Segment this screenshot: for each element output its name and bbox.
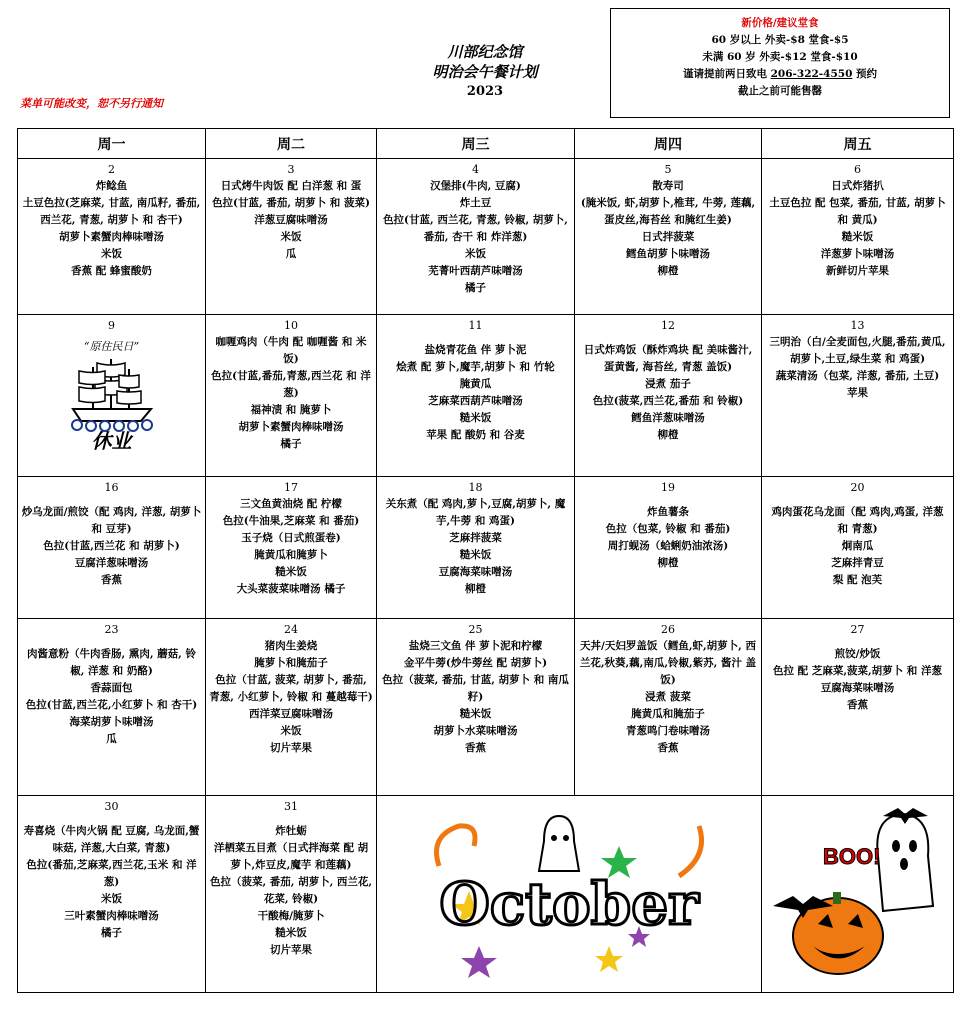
day-number: 2 bbox=[108, 163, 115, 176]
price-box bbox=[610, 8, 950, 118]
menu-item: 柳橙 bbox=[657, 429, 679, 441]
menu-item: 香蕉 bbox=[657, 742, 679, 754]
menu-item: (腌米饭, 虾,胡萝卜,椎茸, 牛蒡, 莲藕,蛋皮丝,海苔丝 和腌红生姜) bbox=[580, 197, 756, 226]
menu-item: 瓜 bbox=[285, 248, 297, 260]
day-cell bbox=[377, 159, 575, 315]
day-number: 26 bbox=[661, 623, 675, 636]
week-row bbox=[18, 159, 954, 315]
day-cell bbox=[762, 619, 954, 796]
day-number: 25 bbox=[468, 623, 483, 636]
menu-item: 汉堡排(牛肉, 豆腐) bbox=[430, 180, 521, 192]
day-number: 27 bbox=[850, 623, 865, 636]
menu-item: 色拉(菠菜,西兰花,番茄 和 铃椒) bbox=[592, 395, 744, 407]
menu-item: 鳕鱼胡萝卜味噌汤 bbox=[626, 248, 710, 260]
day-cell bbox=[18, 159, 206, 315]
day-cell bbox=[762, 159, 954, 315]
october-decoration bbox=[377, 796, 762, 993]
menu-item: 三叶素蟹肉棒味噌汤 bbox=[64, 910, 159, 922]
menu-item: 胡萝卜水菜味噌汤 bbox=[433, 725, 518, 737]
menu-item: 肉酱意粉（牛肉香肠, 熏肉, 蘑菇, 铃椒, 洋葱 和 奶酪) bbox=[27, 648, 196, 677]
menu-item: 煎饺/炒饭 bbox=[834, 648, 881, 660]
day-cell bbox=[762, 315, 954, 477]
menu-item: 西洋菜豆腐味噌汤 bbox=[249, 708, 333, 720]
menu-item: 米饭 bbox=[465, 248, 486, 260]
menu-item: 橘子 bbox=[101, 927, 122, 939]
menu-item: 色拉（包菜, 铃椒 和 番茄) bbox=[605, 523, 731, 535]
menu-item: 色拉 配 芝麻菜,菠菜,胡萝卜 和 洋葱 bbox=[773, 665, 942, 677]
day-number: 5 bbox=[664, 163, 672, 176]
menu-item: 芜菁叶西葫芦味噌汤 bbox=[428, 265, 523, 277]
menu-item: 香蕉 bbox=[101, 574, 122, 586]
menu-item: 糙米饭 bbox=[459, 549, 492, 561]
price-heading: 新价格/建议堂食 bbox=[741, 17, 819, 29]
menu-item: 盐烧三文鱼 伴 萝卜泥和柠檬 bbox=[408, 640, 543, 652]
menu-item: 腌黄瓜和腌萝卜 bbox=[254, 549, 328, 561]
menu-item: 日式炸猪扒 bbox=[831, 180, 884, 192]
menu-item: 盐烧青花鱼 伴 萝卜泥 bbox=[424, 344, 527, 356]
day-number: 9 bbox=[108, 319, 115, 332]
halloween-illustration bbox=[763, 796, 953, 986]
menu-item: 米饭 bbox=[280, 725, 302, 737]
day-number: 18 bbox=[468, 481, 483, 494]
menu-item: 色拉（菠菜, 番茄, 甘蓝, 胡萝卜 和 南瓜籽) bbox=[382, 674, 569, 703]
week-row bbox=[18, 477, 954, 619]
weekday-header: 周五 bbox=[762, 129, 954, 159]
menu-item: 切片苹果 bbox=[270, 742, 312, 754]
menu-item: 色拉(甘蓝,西兰花,小红萝卜 和 杏干) bbox=[25, 699, 198, 711]
menu-item: 腌萝卜和腌茄子 bbox=[254, 657, 328, 669]
menu-item: 芝麻拌菠菜 bbox=[449, 532, 502, 544]
menu-item: 洋栖菜五目煮（日式拌海菜 配 胡萝卜,炸豆皮,魔芋 和莲藕) bbox=[213, 842, 369, 871]
menu-calendar bbox=[17, 128, 954, 993]
menu-item: 烩煮 配 萝卜,魔芋,胡萝卜 和 竹轮 bbox=[396, 361, 555, 373]
menu-item: 苹果 配 酸奶 和 谷麦 bbox=[426, 429, 525, 441]
menu-item: 散寿司 bbox=[652, 180, 684, 192]
menu-item: 芝麻菜西葫芦味噌汤 bbox=[428, 395, 523, 407]
menu-item bbox=[21, 638, 202, 646]
menu-item: 金平牛蒡(炒牛蒡丝 配 胡萝卜) bbox=[403, 657, 548, 669]
menu-item: 米饭 bbox=[280, 231, 302, 243]
menu-item: 切片苹果 bbox=[270, 944, 312, 956]
price-under-60: 未满 60 岁 外卖-$12 堂食-$10 bbox=[702, 51, 858, 63]
menu-change-notice: 菜单可能改变，恕不另行通知 bbox=[20, 98, 163, 110]
title-year: 2023 bbox=[466, 84, 504, 99]
menu-item: 芝麻拌青豆 bbox=[831, 557, 884, 569]
holiday-cell bbox=[18, 315, 206, 477]
menu-item bbox=[21, 815, 202, 823]
menu-item bbox=[578, 496, 758, 504]
menu-item: 色拉（甘蓝, 菠菜, 胡萝卜, 番茄, 青葱, 小红萝卜, 铃椒 和 蔓越莓干) bbox=[209, 674, 373, 703]
menu-item: 洋葱萝卜味噌汤 bbox=[820, 248, 895, 260]
week-row bbox=[18, 619, 954, 796]
menu-item: 炸鲶鱼 bbox=[95, 180, 128, 192]
holiday-name: “原住民日” bbox=[83, 340, 140, 353]
menu-item: 炯南瓜 bbox=[841, 540, 874, 552]
title-line-1: 川部纪念馆 bbox=[447, 43, 523, 61]
menu-item: 米饭 bbox=[101, 248, 122, 260]
menu-item: 色拉(甘蓝,番茄,青葱,西兰花 和 洋葱) bbox=[211, 370, 371, 399]
menu-item: 鳕鱼洋葱味噌汤 bbox=[631, 412, 705, 424]
menu-item: 青葱鸣门卷味噌汤 bbox=[626, 725, 710, 737]
menu-item: 猪肉生姜烧 bbox=[264, 640, 318, 652]
boo-text: BOO! bbox=[822, 844, 880, 869]
weekday-header: 周三 bbox=[377, 129, 575, 159]
day-number: 24 bbox=[284, 623, 298, 636]
menu-item: 色拉(甘蓝,西兰花 和 胡萝卜) bbox=[43, 540, 180, 552]
menu-item: 周打蚬汤（蛤蜊奶油浓汤) bbox=[607, 540, 729, 552]
menu-item: 日式炸鸡饭（酥炸鸡块 配 美味酱汁, 蛋黄酱, 海苔丝, 青葱 盖饭) bbox=[583, 344, 753, 373]
day-cell bbox=[377, 477, 575, 619]
menu-item: 三文鱼黄油烧 配 柠檬 bbox=[240, 498, 342, 510]
menu-item: 糙米饭 bbox=[275, 927, 307, 939]
menu-item: 梨 配 泡芙 bbox=[832, 574, 883, 586]
menu-item: 糙米饭 bbox=[459, 412, 492, 424]
day-cell bbox=[206, 315, 377, 477]
day-cell bbox=[206, 796, 377, 993]
menu-item: 胡萝卜素蟹肉棒味噌汤 bbox=[59, 231, 164, 243]
menu-item bbox=[380, 334, 571, 342]
menu-item: 土豆色拉(芝麻菜, 甘蓝, 南瓜籽, 番茄, 西兰花, 青葱, 胡萝卜 和 杏干) bbox=[22, 197, 201, 226]
day-number: 12 bbox=[661, 319, 675, 332]
day-number: 13 bbox=[850, 319, 865, 332]
price-senior: 60 岁以上 外卖-$8 堂食-$5 bbox=[711, 34, 849, 46]
menu-item: 咖喱鸡肉（牛肉 配 咖喱酱 和 米饭) bbox=[215, 336, 367, 365]
day-cell bbox=[575, 619, 762, 796]
day-number: 31 bbox=[284, 800, 298, 813]
menu-item: 色拉(番茄,芝麻菜,西兰花,玉米 和 洋葱) bbox=[26, 859, 197, 888]
day-cell bbox=[575, 477, 762, 619]
reservation-line bbox=[611, 66, 949, 83]
day-number: 23 bbox=[104, 623, 119, 636]
menu-item: 豆腐海菜味噌汤 bbox=[438, 566, 513, 578]
menu-item: 豆腐海菜味噌汤 bbox=[820, 682, 895, 694]
menu-item: 新鲜切片苹果 bbox=[826, 265, 889, 277]
page-title bbox=[395, 42, 575, 102]
menu-item: 寿喜烧（牛肉火锅 配 豆腐, 乌龙面,蟹味菇, 洋葱,大白菜, 青葱) bbox=[23, 825, 200, 854]
reservation-suffix: 预约 bbox=[856, 68, 878, 80]
menu-item: 关东煮（配 鸡肉,萝卜,豆腐,胡萝卜, 魔芋,牛蒡 和 鸡蛋) bbox=[385, 498, 566, 527]
menu-item: 柳橙 bbox=[657, 557, 679, 569]
menu-item: 糙米饭 bbox=[275, 566, 307, 578]
menu-item: 香蕉 bbox=[465, 742, 486, 754]
ghost-icon bbox=[539, 816, 579, 871]
week-row bbox=[18, 796, 954, 993]
star-icon bbox=[595, 946, 623, 972]
menu-item: 炸土豆 bbox=[459, 197, 492, 209]
reservation-text: 谨请提前两日致电 bbox=[682, 68, 767, 80]
week-row bbox=[18, 315, 954, 477]
menu-item: 豆腐洋葱味噌汤 bbox=[74, 557, 149, 569]
menu-item: 糙米饭 bbox=[459, 708, 492, 720]
menu-item: 柳橙 bbox=[465, 583, 486, 595]
weekday-header-row bbox=[18, 129, 954, 159]
menu-item bbox=[765, 638, 950, 646]
menu-item: 天丼/天妇罗盖饭（鳕鱼,虾,胡萝卜, 西兰花,秋葵,藕,南瓜,铃椒,紫苏, 酱汁 盖饭) bbox=[579, 640, 757, 686]
star-icon bbox=[461, 946, 497, 978]
day-cell bbox=[206, 619, 377, 796]
menu-item: 海菜胡萝卜味噌汤 bbox=[69, 716, 154, 728]
day-number: 20 bbox=[850, 481, 865, 494]
day-number: 16 bbox=[104, 481, 119, 494]
closed-label: 休业 bbox=[91, 429, 132, 453]
day-cell bbox=[575, 159, 762, 315]
title-line-2: 明治会午餐计划 bbox=[432, 63, 538, 81]
menu-item: 腌黄瓜 bbox=[459, 378, 492, 390]
menu-item: 橘子 bbox=[280, 438, 302, 450]
menu-item: 大头菜菠菜味噌汤 橘子 bbox=[236, 583, 346, 595]
day-cell bbox=[762, 477, 954, 619]
menu-item: 日式拌菠菜 bbox=[641, 231, 695, 243]
menu-item: 炸鱼薯条 bbox=[647, 506, 689, 518]
menu-item: 蔬菜清汤（包菜, 洋葱, 番茄, 土豆) bbox=[775, 370, 940, 382]
menu-item: 土豆色拉 配 包菜, 番茄, 甘蓝, 胡萝卜 和 黄瓜) bbox=[769, 197, 946, 226]
day-number: 19 bbox=[661, 481, 675, 494]
menu-item: 洋葱豆腐味噌汤 bbox=[254, 214, 328, 226]
weekday-header: 周一 bbox=[18, 129, 206, 159]
menu-item: 香蕉 bbox=[847, 699, 868, 711]
menu-item: 瓜 bbox=[106, 733, 117, 745]
october-illustration bbox=[379, 796, 759, 986]
day-cell bbox=[18, 619, 206, 796]
weekday-header: 周四 bbox=[575, 129, 762, 159]
menu-item: 色拉（菠菜, 番茄, 胡萝卜, 西兰花, 花菜, 铃椒) bbox=[209, 876, 373, 905]
day-number: 17 bbox=[284, 481, 298, 494]
day-cell bbox=[18, 796, 206, 993]
menu-item: 炸牡蛎 bbox=[275, 825, 307, 837]
day-cell bbox=[377, 315, 575, 477]
day-number: 30 bbox=[104, 800, 119, 813]
phone-number: 206-322-4550 bbox=[770, 68, 853, 80]
day-number: 11 bbox=[468, 319, 483, 332]
menu-item: 玉子烧（日式煎蛋卷) bbox=[241, 532, 341, 544]
menu-item: 浸煮 茄子 bbox=[645, 378, 691, 390]
menu-item: 米饭 bbox=[101, 893, 122, 905]
menu-item bbox=[765, 496, 950, 504]
menu-item: 日式烤牛肉饭 配 白洋葱 和 蛋 bbox=[220, 180, 362, 192]
day-cell bbox=[18, 477, 206, 619]
menu-item: 腌黄瓜和腌茄子 bbox=[631, 708, 705, 720]
day-number: 6 bbox=[854, 163, 861, 176]
day-cell bbox=[575, 315, 762, 477]
menu-item: 色拉(甘蓝, 西兰花, 青葱, 铃椒, 胡萝卜, 番茄, 杏干 和 炸洋葱) bbox=[383, 214, 568, 243]
menu-item: 糙米饭 bbox=[841, 231, 874, 243]
menu-item: 炒乌龙面/煎饺（配 鸡肉, 洋葱, 胡萝卜 和 豆芽) bbox=[21, 506, 202, 535]
menu-item bbox=[578, 334, 758, 342]
menu-item: 色拉(甘蓝, 番茄, 胡萝卜 和 菠菜) bbox=[212, 197, 370, 209]
menu-item: 橘子 bbox=[465, 282, 486, 294]
sellout-note: 截止之前可能售罄 bbox=[738, 85, 822, 97]
day-number: 4 bbox=[472, 163, 479, 176]
day-cell bbox=[206, 159, 377, 315]
menu-item: 胡萝卜素蟹肉棒味噌汤 bbox=[238, 421, 344, 433]
day-cell bbox=[377, 619, 575, 796]
menu-item: 福神渍 和 腌萝卜 bbox=[250, 404, 332, 416]
day-number: 3 bbox=[287, 163, 295, 176]
menu-item: 柳橙 bbox=[657, 265, 679, 277]
menu-item: 三明治（白/全麦面包,火腿,番茄,黄瓜,胡萝卜,土豆,绿生菜 和 鸡蛋) bbox=[769, 336, 946, 365]
menu-item: 色拉(牛油果,芝麻菜 和 番茄) bbox=[222, 515, 360, 527]
menu-item: 鸡肉蛋花乌龙面（配 鸡肉,鸡蛋, 洋葱 和 青葱) bbox=[771, 506, 944, 535]
menu-item bbox=[209, 815, 373, 823]
boo-decoration bbox=[762, 796, 954, 993]
october-text: October bbox=[439, 870, 699, 938]
ship-icon bbox=[67, 355, 157, 433]
day-cell bbox=[206, 477, 377, 619]
menu-item: 香蒜面包 bbox=[90, 682, 133, 694]
day-number: 10 bbox=[284, 319, 298, 332]
menu-item: 干酸梅/腌萝卜 bbox=[257, 910, 325, 922]
menu-item bbox=[21, 496, 202, 504]
weekday-header: 周二 bbox=[206, 129, 377, 159]
menu-item: 浸煮 菠菜 bbox=[645, 691, 691, 703]
menu-item: 香蕉 配 蜂蜜酸奶 bbox=[71, 265, 152, 277]
menu-item: 苹果 bbox=[847, 387, 868, 399]
